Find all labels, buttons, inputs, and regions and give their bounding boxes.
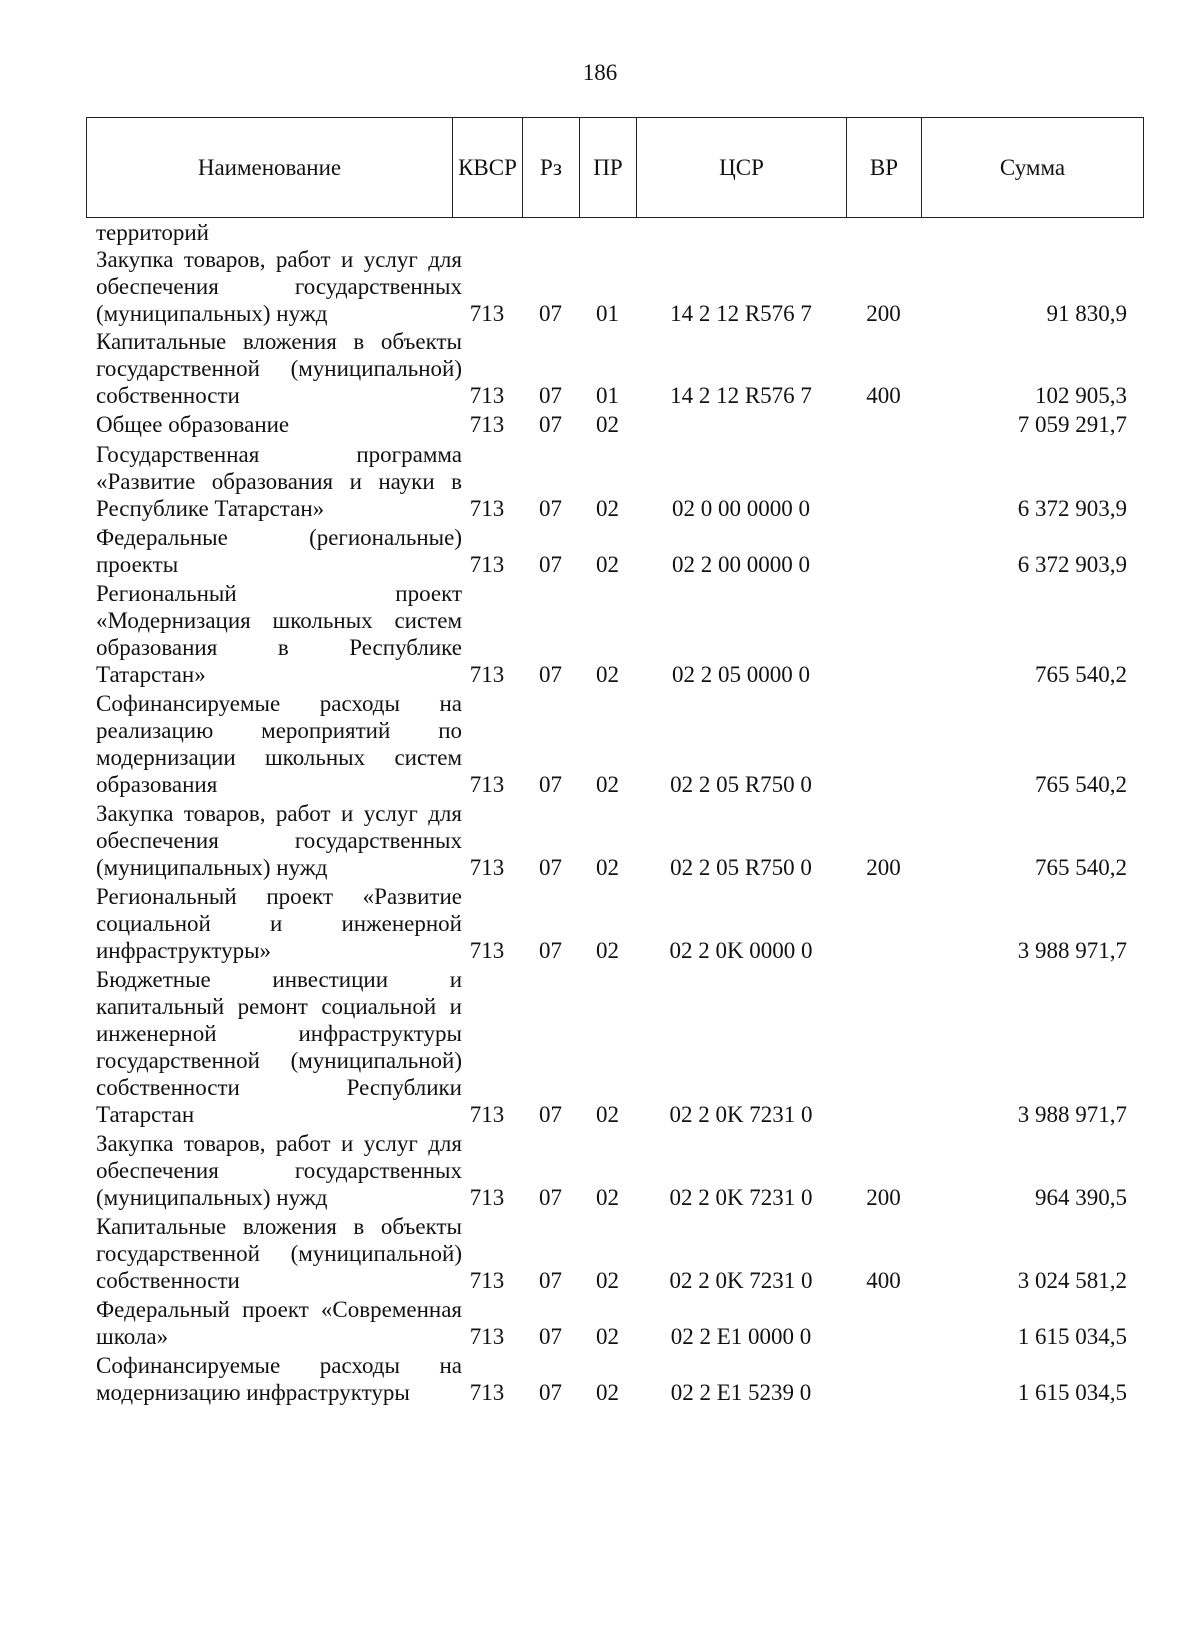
column-header-kvsr: КВСР (453, 118, 523, 218)
row-pr: 02 (596, 1268, 619, 1293)
row-kvsr: 713 (469, 855, 505, 880)
table-row (86, 690, 1143, 798)
row-rz: 07 (539, 552, 562, 577)
row-rz: 07 (539, 496, 562, 521)
row-csr: 02 2 05 R750 0 (670, 855, 812, 880)
row-kvsr: 713 (469, 412, 505, 437)
row-pr: 02 (596, 1185, 619, 1210)
row-csr: 14 2 12 R576 7 (670, 383, 812, 408)
row-rz: 07 (539, 383, 562, 408)
row-pr: 02 (596, 552, 619, 577)
row-kvsr: 713 (469, 1102, 505, 1127)
row-sum: 765 540,2 (1035, 855, 1127, 880)
table-row (86, 966, 1143, 1128)
row-rz: 07 (539, 1102, 562, 1127)
row-name: Бюджетные инвестиции и капитальный ремонт социальной и инженерной инфраструктуры государственной (муниципальной) собственности Республики Татарстан (96, 967, 462, 1127)
row-vr: 400 (866, 383, 901, 408)
row-sum: 3 988 971,7 (1017, 1102, 1127, 1127)
table-row (86, 441, 1143, 522)
row-name: Региональный проект «Развитие социальной и инженерной инфраструктуры» (96, 884, 462, 963)
row-pr: 02 (596, 772, 619, 797)
row-sum: 102 905,3 (1035, 383, 1127, 408)
row-pr: 02 (596, 496, 619, 521)
row-kvsr: 713 (469, 772, 505, 797)
table-row (86, 1296, 1143, 1350)
row-csr: 02 2 0K 7231 0 (669, 1268, 813, 1293)
table-row (86, 411, 1143, 438)
row-rz: 07 (539, 938, 562, 963)
row-sum: 3 024 581,2 (1017, 1268, 1127, 1293)
row-rz: 07 (539, 412, 562, 437)
row-rz: 07 (539, 1324, 562, 1349)
row-pr: 02 (596, 1380, 619, 1405)
table-row (86, 883, 1143, 964)
row-name: Государственная программа «Развитие образования и науки в Республике Татарстан» (96, 442, 462, 521)
row-name: Региональный проект «Модернизация школьных систем образования в Республике Татарстан» (96, 581, 462, 687)
row-kvsr: 713 (469, 1185, 505, 1210)
row-rz: 07 (539, 1380, 562, 1405)
row-sum: 3 988 971,7 (1017, 938, 1127, 963)
page-number: 186 (582, 60, 618, 85)
row-sum: 1 615 034,5 (1017, 1324, 1127, 1349)
row-sum: 765 540,2 (1035, 772, 1127, 797)
row-kvsr: 713 (469, 1380, 505, 1405)
row-csr: 02 0 00 0000 0 (672, 496, 810, 521)
row-csr: 14 2 12 R576 7 (670, 301, 812, 326)
row-sum: 7 059 291,7 (1017, 412, 1127, 437)
row-kvsr: 713 (469, 1268, 505, 1293)
row-csr: 02 2 E1 0000 0 (670, 1324, 812, 1349)
table-row (86, 219, 1143, 246)
row-csr: 02 2 00 0000 0 (672, 552, 810, 577)
row-name: Капитальные вложения в объекты государственной (муниципальной) собственности (96, 329, 462, 408)
column-header-csr: ЦСР (637, 118, 847, 218)
row-sum: 964 390,5 (1035, 1185, 1127, 1210)
row-kvsr: 713 (469, 496, 505, 521)
row-sum: 765 540,2 (1035, 662, 1127, 687)
row-name: Софинансируемые расходы на реализацию мероприятий по модернизации школьных систем образования (96, 691, 462, 797)
row-kvsr: 713 (469, 383, 505, 408)
row-kvsr: 713 (469, 1324, 505, 1349)
row-sum: 6 372 903,9 (1017, 552, 1127, 577)
row-vr: 200 (866, 301, 901, 326)
row-kvsr: 713 (469, 552, 505, 577)
row-kvsr: 713 (469, 662, 505, 687)
row-name: территорий (96, 220, 209, 245)
row-pr: 02 (596, 662, 619, 687)
row-rz: 07 (539, 855, 562, 880)
table-row (86, 1213, 1143, 1294)
row-rz: 07 (539, 662, 562, 687)
table-header (86, 117, 1144, 218)
table-row (86, 524, 1143, 578)
row-name: Капитальные вложения в объекты государственной (муниципальной) собственности (96, 1214, 462, 1293)
column-header-vr: ВР (847, 118, 922, 218)
row-kvsr: 713 (469, 938, 505, 963)
table-row (86, 1352, 1143, 1406)
row-name: Федеральный проект «Современная школа» (96, 1297, 462, 1349)
row-csr: 02 2 E1 5239 0 (670, 1380, 812, 1405)
row-rz: 07 (539, 1268, 562, 1293)
table-row (86, 580, 1143, 688)
column-header-name: Наименование (87, 118, 453, 218)
row-rz: 07 (539, 1185, 562, 1210)
table-row (86, 328, 1143, 409)
row-pr: 02 (596, 412, 619, 437)
row-vr: 200 (866, 1185, 901, 1210)
row-csr: 02 2 05 R750 0 (670, 772, 812, 797)
row-csr: 02 2 0K 7231 0 (669, 1185, 813, 1210)
row-name: Общее образование (96, 412, 290, 437)
row-csr: 02 2 0K 7231 0 (669, 1102, 813, 1127)
row-kvsr: 713 (469, 301, 505, 326)
row-sum: 6 372 903,9 (1017, 496, 1127, 521)
row-vr: 400 (866, 1268, 901, 1293)
row-name: Закупка товаров, работ и услуг для обеспечения государственных (муниципальных) нужд (96, 247, 462, 326)
row-name: Федеральные (региональные) проекты (96, 525, 462, 577)
row-name: Софинансируемые расходы на модернизацию инфраструктуры (96, 1353, 462, 1405)
row-pr: 01 (596, 301, 619, 326)
column-header-rz: Рз (523, 118, 580, 218)
row-vr: 200 (866, 855, 901, 880)
row-pr: 02 (596, 1102, 619, 1127)
row-pr: 02 (596, 855, 619, 880)
row-name: Закупка товаров, работ и услуг для обеспечения государственных (муниципальных) нужд (96, 801, 462, 880)
row-rz: 07 (539, 301, 562, 326)
row-pr: 02 (596, 1324, 619, 1349)
table-row (86, 800, 1143, 881)
row-sum: 1 615 034,5 (1017, 1380, 1127, 1405)
row-sum: 91 830,9 (1046, 301, 1127, 326)
row-pr: 02 (596, 938, 619, 963)
table-body (86, 219, 1143, 1406)
row-csr: 02 2 05 0000 0 (672, 662, 810, 687)
table-row (86, 246, 1143, 327)
table-row (86, 1130, 1143, 1211)
row-csr: 02 2 0K 0000 0 (669, 938, 813, 963)
column-header-sum: Сумма (922, 118, 1144, 218)
row-pr: 01 (596, 383, 619, 408)
row-rz: 07 (539, 772, 562, 797)
column-header-pr: ПР (580, 118, 637, 218)
row-name: Закупка товаров, работ и услуг для обеспечения государственных (муниципальных) нужд (96, 1131, 462, 1210)
